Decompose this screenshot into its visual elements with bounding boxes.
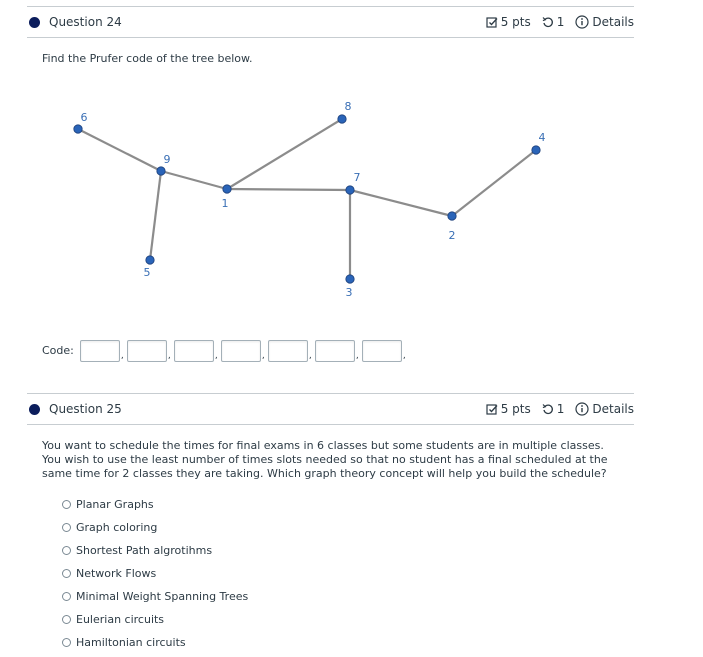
tree-node-2 bbox=[448, 212, 456, 220]
answer-option-label: Minimal Weight Spanning Trees bbox=[76, 590, 249, 603]
tree-node-label-6: 6 bbox=[80, 111, 88, 124]
radio-button[interactable] bbox=[62, 592, 71, 601]
prufer-code-row bbox=[42, 340, 409, 362]
tree-node-4 bbox=[532, 146, 540, 154]
tree-node-label-1: 1 bbox=[221, 197, 229, 210]
code-separator: , bbox=[214, 351, 218, 361]
details-link[interactable]: Details bbox=[592, 15, 634, 29]
answer-option[interactable] bbox=[62, 585, 248, 608]
points-icon bbox=[486, 403, 498, 415]
question-meta bbox=[486, 402, 634, 416]
radio-button[interactable] bbox=[62, 523, 71, 532]
prufer-code-input-6[interactable] bbox=[315, 340, 355, 362]
tree-edge-9-1 bbox=[161, 171, 227, 189]
prufer-code-input-1[interactable] bbox=[80, 340, 120, 362]
details-info-icon[interactable] bbox=[575, 402, 589, 416]
answer-option-label: Network Flows bbox=[76, 567, 157, 580]
answer-option-label: Hamiltonian circuits bbox=[76, 636, 186, 649]
tree-node-9 bbox=[157, 167, 165, 175]
tree-node-label-2: 2 bbox=[448, 229, 456, 242]
code-separator: , bbox=[120, 351, 124, 361]
tree-edge-2-4 bbox=[452, 150, 536, 216]
answer-option-label: Eulerian circuits bbox=[76, 613, 165, 626]
answer-option-label: Graph coloring bbox=[76, 521, 158, 534]
tree-edge-9-5 bbox=[150, 171, 161, 260]
tree-node-5 bbox=[146, 256, 154, 264]
prufer-code-input-4[interactable] bbox=[221, 340, 261, 362]
question-25-prompt: You want to schedule the times for final exams in 6 classes but some students are in multiple classes. You wish to use the least number of times slots needed so that no student has a final scheduled at the same time for 2 classes they are taking. Which graph theory concept will help you build the schedule? bbox=[42, 439, 608, 480]
tree-edge-6-9 bbox=[78, 129, 161, 171]
tree-node-label-4: 4 bbox=[538, 131, 546, 144]
question-status-dot bbox=[29, 404, 40, 415]
radio-button[interactable] bbox=[62, 569, 71, 578]
radio-button[interactable] bbox=[62, 638, 71, 647]
code-separator: , bbox=[261, 351, 265, 361]
tree-node-3 bbox=[346, 275, 354, 283]
answer-option[interactable] bbox=[62, 608, 248, 631]
answer-option-label: Shortest Path algrotihms bbox=[76, 544, 213, 557]
tree-edge-1-8 bbox=[227, 119, 342, 189]
tree-node-label-7: 7 bbox=[353, 171, 361, 184]
code-separator: , bbox=[308, 351, 312, 361]
code-separator: , bbox=[402, 351, 406, 361]
tree-node-label-9: 9 bbox=[163, 153, 171, 166]
attempts-value: 1 bbox=[556, 15, 565, 29]
tree-edge-7-2 bbox=[350, 190, 452, 216]
points-value: 5 pts bbox=[500, 15, 531, 29]
question-25-header bbox=[27, 393, 634, 425]
tree-node-6 bbox=[74, 125, 82, 133]
tree-node-label-8: 8 bbox=[344, 100, 352, 113]
answer-option[interactable] bbox=[62, 631, 248, 654]
answer-option[interactable] bbox=[62, 562, 248, 585]
tree-node-8 bbox=[338, 115, 346, 123]
answer-option[interactable] bbox=[62, 539, 248, 562]
radio-button[interactable] bbox=[62, 500, 71, 509]
code-separator: , bbox=[167, 351, 171, 361]
question-24-prompt: Find the Prufer code of the tree below. bbox=[42, 52, 253, 65]
prufer-code-input-3[interactable] bbox=[174, 340, 214, 362]
answer-option-label: Planar Graphs bbox=[76, 498, 154, 511]
tree-node-label-3: 3 bbox=[345, 286, 353, 299]
attempts-icon bbox=[542, 403, 554, 415]
question-title: Question 25 bbox=[49, 402, 122, 416]
tree-node-7 bbox=[346, 186, 354, 194]
radio-button[interactable] bbox=[62, 546, 71, 555]
question-title: Question 24 bbox=[49, 15, 122, 29]
code-label: Code: bbox=[42, 344, 74, 357]
radio-button[interactable] bbox=[62, 615, 71, 624]
tree-node-label-5: 5 bbox=[143, 266, 151, 279]
answer-option[interactable] bbox=[62, 516, 248, 539]
answer-option[interactable] bbox=[62, 493, 248, 516]
code-separator: , bbox=[355, 351, 359, 361]
points-value: 5 pts bbox=[500, 402, 531, 416]
details-link[interactable]: Details bbox=[592, 402, 634, 416]
answer-options bbox=[62, 493, 248, 654]
prufer-code-input-2[interactable] bbox=[127, 340, 167, 362]
tree-node-1 bbox=[223, 185, 231, 193]
prufer-code-input-5[interactable] bbox=[268, 340, 308, 362]
prufer-code-input-7[interactable] bbox=[362, 340, 402, 362]
attempts-value: 1 bbox=[556, 402, 565, 416]
tree-edge-1-7 bbox=[227, 189, 350, 190]
